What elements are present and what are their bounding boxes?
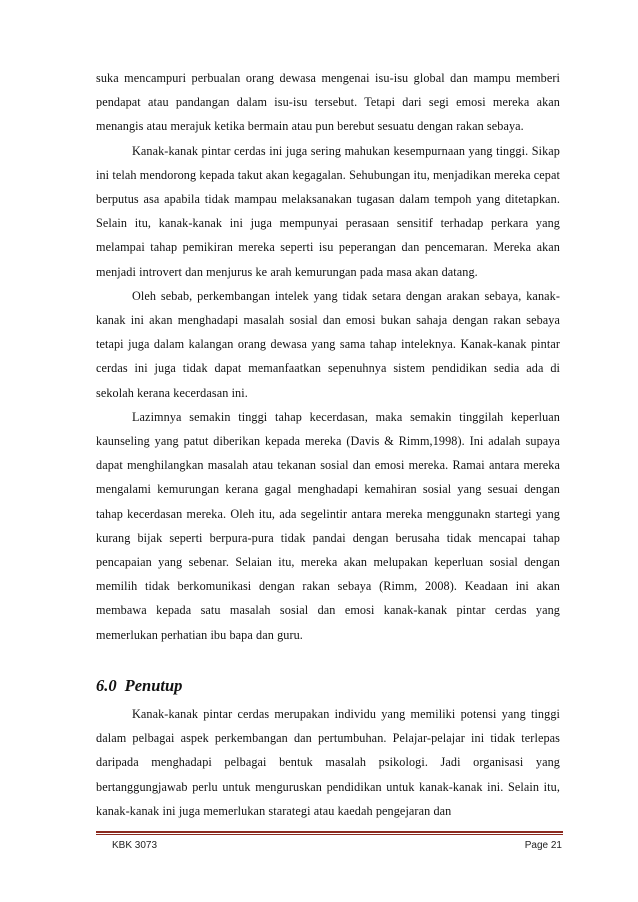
- paragraph-counselling: Lazimnya semakin tinggi tahap kecerdasan, maka semakin tinggilah keperluan kaunseling yang patut diberikan kepada mereka (Davis & Rimm,1998). Ini adalah supaya dapat menghilangkan masalah atau tekanan sosial dan emosi mereka. Ramai antara mereka mengalami kemurungan kerana gagal menghadapi kemahiran sosial yang sesuai dengan tahap kecerdasan mereka. Oleh itu, ada segelintir antara mereka menggunakn startegi yang kurang bijak seperti berpura-pura tidak pandai dengan berusaha tidak mencapai tahap pencapaian yang sebenar. Selaian itu, mereka akan melupakan keperluan sosial dengan memilih tidak berkomunikasi dengan rakan sebaya (Rimm, 2008). Keadaan ini akan membawa kepada satu masalah sosial dan emosi kanak-kanak pintar cerdas yang memerlukan perhatian ibu bapa dan guru.: [96, 409, 560, 642]
- paragraph-conclusion: Kanak-kanak pintar cerdas merupakan individu yang memiliki potensi yang tinggi dalam pelbagai aspek perkembangan dan pertumbuhan. Pelajar-pelajar ini tidak terlepas daripada menghadapi pelbagai bentuk masalah psikologi. Jadi organisasi yang bertanggungjawab perlu untuk menguruskan pendidikan untuk kanak-kanak ini. Selain itu, kanak-kanak ini juga memerlukan starategi atau kaedah pengejaran dan: [96, 707, 560, 818]
- footer-course-code: KBK 3073: [112, 840, 158, 851]
- footer-rule: [96, 831, 563, 833]
- footer-page-number: Page 21: [524, 840, 562, 851]
- footer-rule-thin: [96, 834, 563, 835]
- section-body: [96, 702, 560, 823]
- body-text: [96, 66, 560, 647]
- section-title: Penutup: [124, 676, 183, 695]
- section-heading: [96, 676, 182, 696]
- paragraph-intellect: Oleh sebab, perkembangan intelek yang tidak setara dengan arakan sebaya, kanak-kanak ini akan menghadapi masalah sosial dan emosi bukan sahaja dengan rakan sebaya tetapi juga dalam kalangan orang dewasa yang sama tahap inteleknya. Kanak-kanak pintar cerdas ini juga tidak dapat memanfaatkan sepenuhnya sistem pendidikan sedia ada di sekolah kerana kecerdasan ini.: [96, 288, 560, 400]
- paragraph-perfectionism: Kanak-kanak pintar cerdas ini juga sering mahukan kesempurnaan yang tinggi. Sikap ini telah mendorong kepada takut akan kegagalan. Sehubungan itu, menjadikan mereka cepat berputus asa apabila tidak mampau melaksanakan tugasan dalam tempoh yang ditetapkan. Selain itu, kanak-kanak ini juga mempunyai perasaan sensitif terhadap perkara yang melampai tahap pemikiran mereka seperti isu peperangan dan pencemaran. Mereka akan menjadi introvert dan menjurus ke arah kemurungan pada masa akan datang.: [96, 143, 560, 279]
- paragraph-continuation: suka mencampuri perbualan orang dewasa mengenai isu-isu global dan mampu memberi pendapat atau pandangan dalam isu-isu tersebut. Tetapi dari segi emosi mereka akan menangis atau merajuk ketika bermain atau pun berebut sesuatu dengan rakan sebaya.: [96, 71, 560, 134]
- section-number: 6.0: [96, 676, 117, 695]
